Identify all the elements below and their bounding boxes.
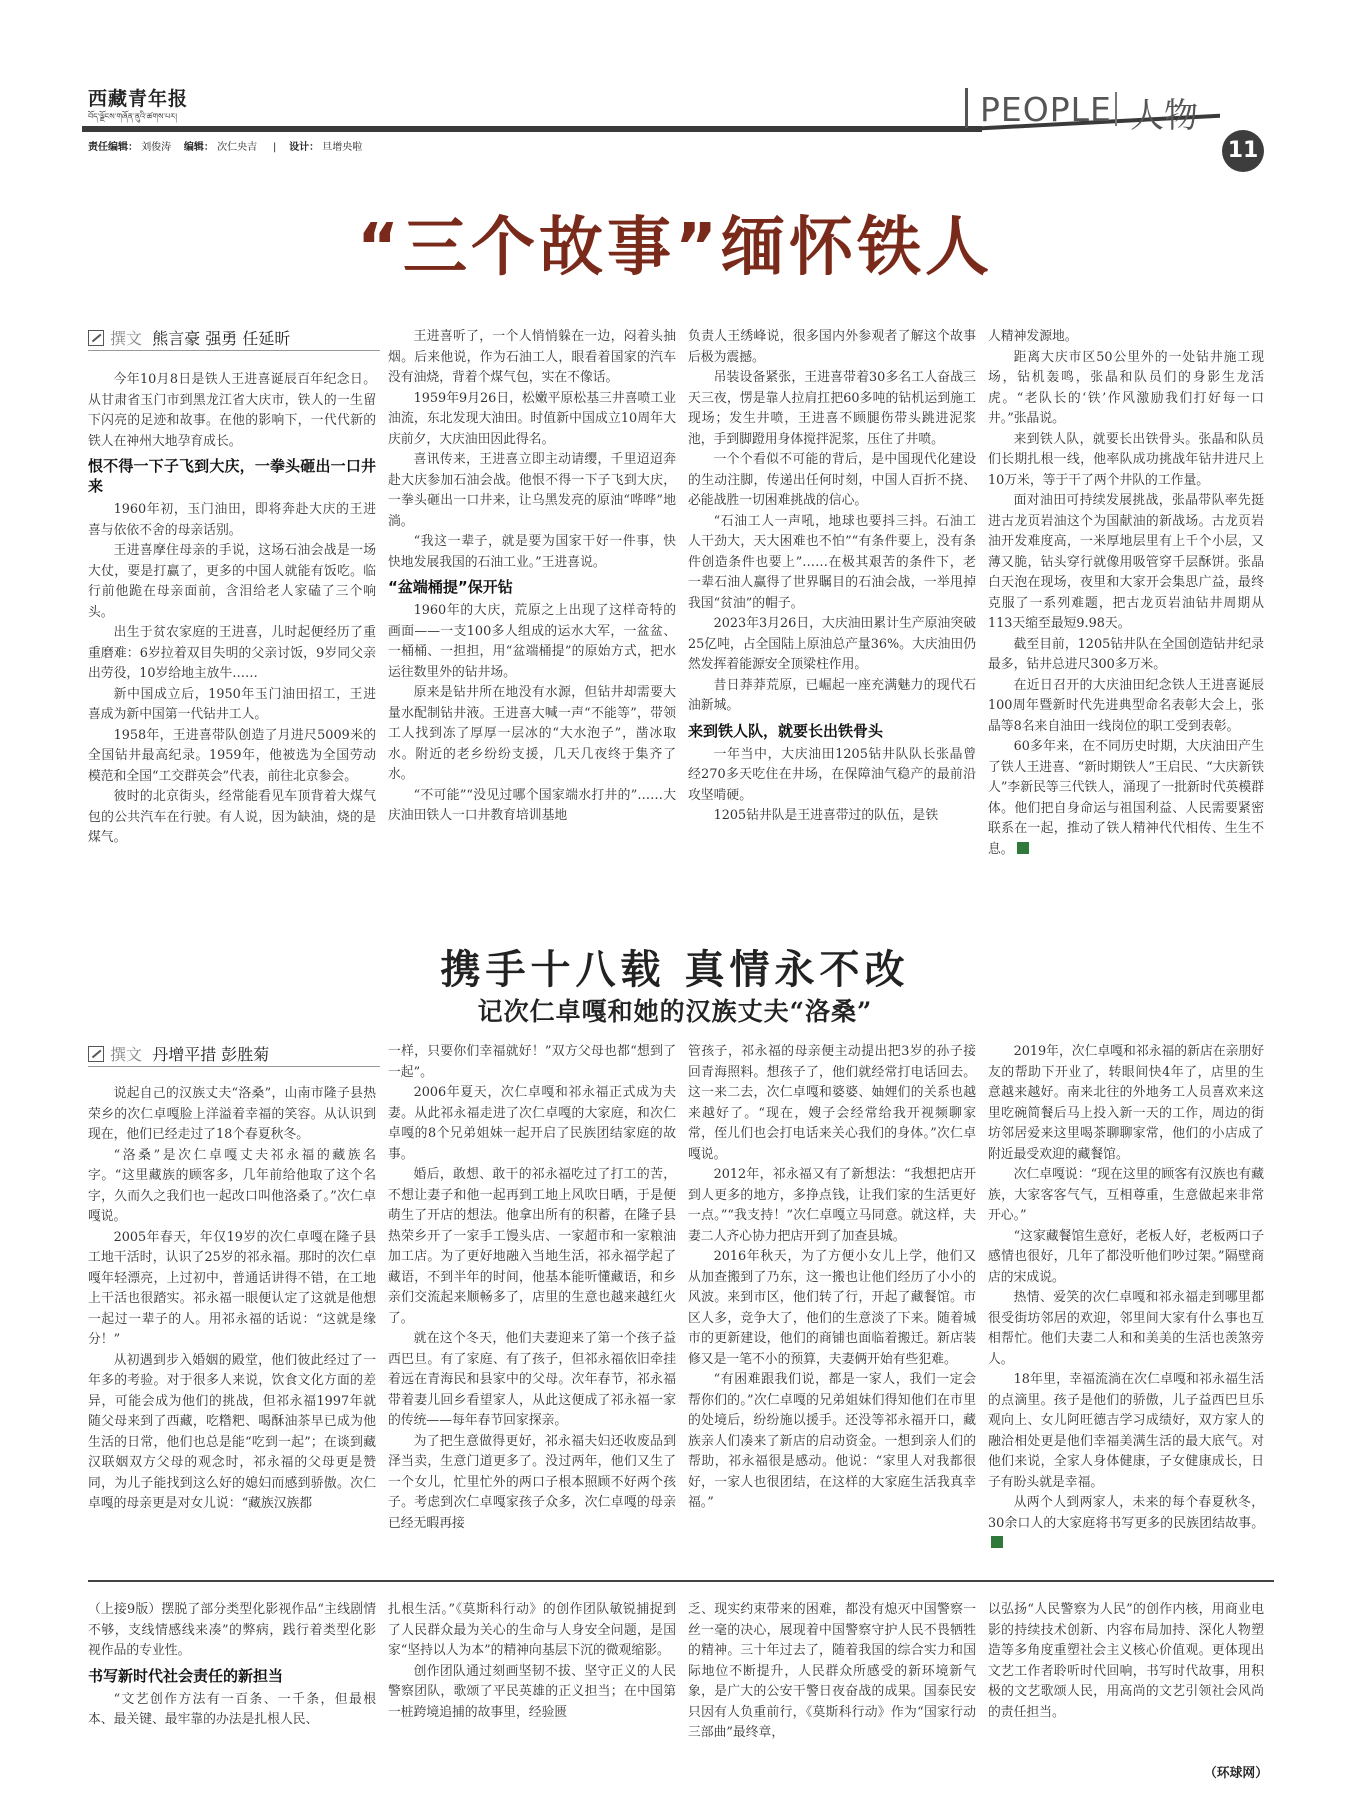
editor2-name: 次仁央吉	[217, 142, 258, 153]
paragraph-text: 1205钻井队是王进喜带过的队伍，是铁	[713, 808, 939, 823]
article3-column-2	[388, 1600, 676, 1723]
paragraph-text: 2012年，祁永福又有了新想法：“我想把店开到人更多的地方，多挣点钱，让我们家的生活更好一点。”“我支持！”次仁卓嘎立马同意。就这样，夫妻二人齐心协力把店开到了加查县城。	[688, 1167, 976, 1244]
paragraph	[388, 327, 676, 389]
article2-column-1	[88, 1084, 376, 1515]
paragraph	[988, 430, 1264, 492]
paragraph	[88, 685, 376, 726]
end-mark-icon	[991, 1536, 1003, 1548]
paragraph	[688, 512, 976, 615]
paragraph	[688, 614, 976, 676]
subheading-text: 来到铁人队，就要长出铁骨头	[688, 721, 884, 740]
paragraph-text: 说起自己的汉族丈夫“洛桑”，山南市隆子县热荣乡的次仁卓嘎脸上洋溢着幸福的笑容。从认识到现在，他们已经走过了18个春夏秋冬。	[88, 1086, 376, 1142]
paragraph	[988, 1042, 1264, 1165]
paragraph-text: 2016年秋天，为了方便小女儿上学，他们又从加查搬到了乃东，这一搬也让他们经历了小小的风波。来到市区，他们转了行，开起了藏餐馆。市区人多，竞争大了，他们的生意淡了下来。随着城市的更新建设，他们的商铺也面临着搬迁。新店装修又是一笔不小的预算，夫妻俩开始有些犯难。	[688, 1249, 976, 1367]
paragraph-text: 1958年，王进喜带队创造了月进尺5009米的全国钻井最高纪录。1959年，他被选为全国劳动模范和全国“工交群英会”代表，前往北京参会。	[88, 727, 376, 784]
paragraph-text: 乏、现实约束带来的困难，都没有熄灭中国警察一丝一毫的决心，展现着中国警察守护人民不畏牺牲的精神。三十年过去了，随着我国的综合实力和国际地位不断提升，人民群众所感受的新环境新气象，是广大的公安干警日夜奋战的成果。国泰民安只因有人负重前行，《莫斯科行动》作为“国家行动三部曲”最终章，	[688, 1602, 976, 1740]
paragraph-text: 面对油田可持续发展挑战，张晶带队率先挺进古龙页岩油这个为国献油的新战场。古龙页岩油开发难度高，一米厚地层里有上千个小层，又薄又脆，钻头穿行就像用吸管穿千层酥饼。张晶白天泡在现场，夜里和大家开会集思广益，最终克服了一系列难题，把古龙页岩油钻井周期从113天缩至最短9.98天。	[988, 493, 1264, 631]
article2-column-3	[688, 1042, 976, 1514]
paragraph-text: 热情、爱笑的次仁卓嘎和祁永福走到哪里都很受街坊邻居的欢迎，邻里间大家有什么事也互相帮忙。他们夫妻二人和和美美的生活也羡煞旁人。	[988, 1290, 1264, 1367]
paragraph-text: 2019年，次仁卓嘎和祁永福的新店在亲朋好友的帮助下开业了，转眼间快4年了，店里的生意越来越好。南来北往的外地务工人员喜欢来这里吃碗简餐后马上投入新一天的工作，周边的街坊邻居爱来这里喝茶聊聊家常，他们的小店成了附近最受欢迎的藏餐馆。	[988, 1044, 1264, 1162]
section-bar	[965, 88, 968, 128]
paragraph-text: 王进喜听了，一个人悄悄躲在一边，闷着头抽烟。后来他说，作为石油工人，眼看着国家的汽车没有油烧，背着个煤气包，实在不像话。	[388, 329, 676, 385]
article2-byline	[88, 1042, 380, 1065]
paragraph-text: （上接9版）摆脱了部分类型化影视作品“主线剧情不够，支线情感线来凑”的弊病，践行着类型化影视作品的专业性。	[88, 1602, 376, 1658]
paragraph	[88, 1146, 376, 1228]
article3-column-1	[88, 1600, 376, 1731]
paragraph-text: 一年当中，大庆油田1205钻井队队长张晶曾经270多天吃住在井场，在保障油气稳产的最前沿攻坚啃硬。	[688, 746, 976, 803]
article1-column-2	[388, 327, 676, 827]
article2-column-4	[988, 1042, 1264, 1555]
paragraph-text: “有困难跟我们说，都是一家人，我们一定会帮你们的。”次仁卓嘎的兄弟姐妹们得知他们在市里的处境后，纷纷施以援手。还没等祁永福开口，藏族亲人们凑来了新店的启动资金。一想到亲人们的帮助，祁永福很是感动。他说：“家里人对我都很好，一家人也很团结，在这样的大家庭生活我真幸福。”	[688, 1372, 976, 1510]
subheading-text: 书写新时代社会责任的新担当	[88, 1666, 284, 1685]
paragraph-text: 昔日莽莽荒原，已崛起一座充满魅力的现代石油新城。	[688, 677, 976, 713]
paragraph	[988, 1370, 1264, 1493]
paragraph	[388, 1600, 676, 1662]
paragraph-text: “洛桑”是次仁卓嘎丈夫祁永福的藏族名字。“这里藏族的顾客多，几年前给他取了这个名字，久而久之我们也一起改口叫他洛桑了。”次仁卓嘎说。	[88, 1147, 376, 1224]
paragraph-text: 从两个人到两家人，未来的每个春夏秋冬，30余口人的大家庭将书写更多的民族团结故事。	[988, 1495, 1264, 1531]
paragraph	[88, 500, 376, 541]
paragraph-text: 吊装设备紧张，王进喜带着30多名工人奋战三天三夜，愣是靠人拉肩扛把60多吨的钻机运到施工现场；发生井喷，王进喜不顾腿伤带头跳进泥浆池，手到脚蹬用身体搅拌泥浆，压住了井喷。	[688, 370, 976, 447]
paragraph-text: 一个个看似不可能的背后，是中国现代化建设的生动注脚，传递出任何时刻，中国人百折不挠、必能战胜一切困难挑战的信心。	[688, 452, 976, 508]
article3-source: （环球网）	[1204, 1766, 1268, 1781]
byline-rule	[88, 1066, 380, 1067]
paragraph	[988, 1600, 1264, 1723]
article2-authors: 丹增平措 彭胜菊	[152, 1045, 270, 1064]
paragraph-text: 次仁卓嘎说：“现在这里的顾客有汉族也有藏族，大家客客气气，互相尊重，生意做起来非常开心。”	[988, 1167, 1264, 1223]
byline-label: 撰文	[110, 329, 143, 348]
paragraph	[88, 541, 376, 623]
paragraph-text: 距离大庆市区50公里外的一处钻井施工现场，钻机轰鸣，张晶和队员们的身影生龙活虎。“老队长的‘铁’作风激励我们打好每一口井。”张晶说。	[988, 349, 1264, 426]
article2-headline: 携手十八载 真情永不改	[440, 947, 910, 993]
pen-icon	[88, 1046, 104, 1062]
paragraph	[988, 327, 1264, 348]
paragraph-text: 原来是钻井所在地没有水源，但钻井却需要大量水配制钻井液。王进喜大喊一声“不能等”，带领工人找到冻了厚厚一层冰的“大水泡子”，凿冰取水。附近的老乡纷纷支援，几天几夜终于集齐了水。	[388, 685, 676, 782]
article1-column-3	[688, 327, 976, 827]
section-title-cn: 人物	[1130, 96, 1198, 136]
paragraph-text: 1959年9月26日，松嫩平原松基三井喜喷工业油流，东北发现大油田。时值新中国成立10周年大庆前夕，大庆油田因此得名。	[388, 390, 676, 447]
article1-headline: “三个故事”缅怀铁人	[356, 211, 994, 285]
section-separator	[1115, 92, 1117, 126]
paragraph	[388, 1432, 676, 1535]
paragraph	[388, 1042, 676, 1083]
paragraph	[988, 635, 1264, 676]
paragraph-text: “这家藏餐馆生意好，老板人好，老板两口子感情也很好，几年了都没听他们吵过架。”隔壁商店的宋成说。	[988, 1228, 1264, 1285]
paragraph	[388, 1083, 676, 1165]
paragraph-text: 人精神发源地。	[988, 329, 1078, 344]
paragraph	[988, 1227, 1264, 1289]
paragraph	[388, 1165, 676, 1329]
paragraph-text: 1960年的大庆，荒原之上出现了这样奇特的画面——一支100多人组成的运水大军，一盆盆、一桶桶、一担担，用“盆端桶提”的原始方式，把水运往数里外的钻井场。	[388, 603, 676, 680]
paragraph-text: “石油工人一声吼，地球也要抖三抖。石油工人干劲大，天大困难也不怕”“有条件要上，没有条件创造条件也要上”……在极其艰苦的条件下，老一辈石油人赢得了世界瞩目的石油会战，一举甩掉我国“贫油”的帽子。	[688, 513, 976, 611]
paragraph	[988, 676, 1264, 738]
paragraph-text: 新中国成立后，1950年玉门油田招工，王进喜成为新中国第一代钻井工人。	[88, 686, 376, 722]
paragraph	[688, 676, 976, 717]
paragraph	[988, 348, 1264, 430]
byline-label: 撰文	[110, 1045, 143, 1064]
paragraph	[688, 1247, 976, 1370]
subheading	[88, 1666, 376, 1686]
paragraph	[688, 368, 976, 450]
paragraph	[88, 370, 376, 452]
paragraph-text: 截至目前，1205钻井队在全国创造钻井纪录最多，钻井总进尺300多万米。	[988, 636, 1264, 672]
paragraph	[988, 1493, 1264, 1555]
article2-subheadline: 记次仁卓嘎和她的汉族丈夫“洛桑”	[477, 997, 873, 1026]
paragraph	[688, 450, 976, 512]
subheading	[88, 456, 376, 496]
editor-name: 刘俊涛	[141, 142, 172, 153]
paragraph	[988, 1288, 1264, 1370]
paragraph	[88, 726, 376, 788]
paragraph	[88, 787, 376, 849]
byline-rule	[88, 350, 380, 351]
paragraph	[88, 1351, 376, 1515]
paragraph-text: 18年里，幸福流淌在次仁卓嘎和祁永福生活的点滴里。孩子是他们的骄傲，儿子益西巴旦乐观向上、女儿阿旺德吉学习成绩好，双方家人的融洽相处更是他们幸福美满生活的最大底气。对他们来说，全家人身体健康，子女健康成长，日子有盼头就是幸福。	[988, 1372, 1264, 1490]
paragraph-text: 管孩子，祁永福的母亲便主动提出把3岁的孙子接回青海照料。想孩子了，他们就经常打电话回去。这一来二去，次仁卓嘎和婆婆、妯娌们的关系也越来越好了。“现在，嫂子会经常给我开视频聊家常，侄儿们也会打电话来关心我们的身体。”次仁卓嘎说。	[688, 1044, 976, 1162]
newspaper-tibetan-name: བོད་ལྗོངས་གཞོན་ནུའི་ཚགས་པར།	[88, 112, 177, 121]
paragraph-text: 在近日召开的大庆油田纪念铁人王进喜诞辰100周年暨新时代先进典型命名表彰大会上，张晶等8名来自油田一线岗位的职工受到表彰。	[988, 677, 1264, 734]
article2-column-2	[388, 1042, 676, 1534]
paragraph-text: 出生于贫农家庭的王进喜，儿时起便经历了重重磨难：6岁拉着双目失明的父亲讨饭，9岁同父亲出劳役，10岁给地主放牛……	[88, 625, 376, 681]
paragraph	[88, 623, 376, 685]
paragraph	[688, 806, 976, 827]
credit-separator: |	[273, 142, 277, 153]
paragraph	[988, 491, 1264, 635]
paragraph-text: “我这一辈子，就是要为国家干好一件事，快快地发展我国的石油工业。”王进喜说。	[388, 534, 676, 570]
paragraph-text: 就在这个冬天，他们夫妻迎来了第一个孩子益西巴旦。有了家庭、有了孩子，但祁永福依旧牵挂着远在青海民和县家中的父母。次年春节，祁永福带着妻儿回乡看望家人，从此这便成了祁永福一家的传统——每年春节回家探亲。	[388, 1331, 676, 1428]
paragraph	[388, 450, 676, 532]
paragraph	[688, 1042, 976, 1165]
paragraph-text: 扎根生活。”《莫斯科行动》的创作团队敏锐捕捉到了人民群众最为关心的生命与人身安全问题，是国家“坚持以人为本”的精神向基层下沉的微观缩影。	[388, 1602, 676, 1658]
editor2-label: 编辑：	[183, 142, 214, 153]
paragraph-text: 以弘扬“人民警察为人民”的创作内核，用商业电影的持续技术创新、内容布局加持、深化人物塑造等多角度重塑社会主义核心价值观。更体现出文艺工作者聆听时代回响，书写时代故事，用积极的文艺歌颂人民，用高尚的文艺引领社会风尚的责任担当。	[988, 1602, 1264, 1720]
paragraph-text: 为了把生意做得更好，祁永福夫妇还收废品到泽当卖，生意门道更多了。没过两年，他们又生了一个女儿，忙里忙外的两口子根本照顾不好两个孩子。考虑到次仁卓嘎家孩子众多，次仁卓嘎的母亲已经无暇再接	[388, 1433, 676, 1531]
paragraph	[988, 737, 1264, 860]
editor-label: 责任编辑：	[88, 142, 138, 153]
paragraph-text: 负责人王绣峰说，很多国内外参观者了解这个故事后极为震撼。	[688, 329, 976, 365]
section-title-en: PEOPLE	[980, 90, 1112, 129]
paragraph	[688, 1165, 976, 1247]
article1-column-4	[988, 327, 1264, 860]
paragraph-text: 一样，只要你们幸福就好！”双方父母也都“想到了一起”。	[388, 1044, 676, 1080]
paragraph-text: 王进喜摩住母亲的手说，这场石油会战是一场大仗，要是打赢了，更多的中国人就能有饭吃。临行前他跪在母亲面前，含泪给老人家磕了三个响头。	[88, 543, 376, 620]
article3-column-3	[688, 1600, 976, 1744]
paragraph	[688, 1370, 976, 1514]
paragraph	[988, 1165, 1264, 1227]
paragraph	[388, 532, 676, 573]
paragraph	[388, 389, 676, 451]
paragraph-text: 2006年夏天，次仁卓嘎和祁永福正式成为夫妻。从此祁永福走进了次仁卓嘎的大家庭，和次仁卓嘎的8个兄弟姐妹一起开启了民族团结家庭的故事。	[388, 1085, 676, 1162]
paragraph	[388, 786, 676, 827]
paragraph	[688, 745, 976, 807]
subheading	[388, 577, 676, 597]
end-mark-icon	[1017, 842, 1029, 854]
paragraph-text: 喜讯传来，王进喜立即主动请缨，千里迢迢奔赴大庆参加石油会战。他恨不得一下子飞到大庆，一拳头砸出一口井来，让乌黑发亮的原油“哗哗”地淌。	[388, 452, 676, 529]
section-divider	[88, 1580, 1274, 1582]
paragraph-text: 1960年初，玉门油田，即将奔赴大庆的王进喜与依依不舍的母亲话别。	[88, 502, 376, 538]
article3-column-4	[988, 1600, 1264, 1723]
article1-byline	[88, 326, 380, 349]
paragraph-text: “文艺创作方法有一百条、一千条，但最根本、最关键、最牢靠的办法是扎根人民、	[88, 1691, 376, 1727]
paragraph	[688, 327, 976, 368]
paragraph-text: “不可能”“没见过哪个国家端水打井的”……大庆油田铁人一口井教育培训基地	[388, 787, 676, 823]
paragraph-text: 60多年来，在不同历史时期，大庆油田产生了铁人王进喜、“新时期铁人”王启民、“大庆新铁人”李新民等三代铁人，涌现了一批新时代英模群体。他们把自身命运与祖国利益、人民需要紧密联系在一起，推动了铁人精神代代相传、生生不息。	[988, 739, 1264, 857]
paragraph	[388, 601, 676, 683]
newspaper-name: 西藏青年报	[88, 88, 189, 110]
subheading	[688, 721, 976, 741]
paragraph-text: 婚后，敢想、敢干的祁永福吃过了打工的苦，不想让妻子和他一起再到工地上风吹日晒，于是便萌生了开店的想法。他拿出所有的积蓄，在隆子县热荣乡开了一家手工馒头店、一家超市和一家粮油加工店。为了更好地融入当地生活，祁永福学起了藏语，不到半年的时间，他基本能听懂藏语，和乡亲们交流起来顺畅多了，店里的生意也越来越红火了。	[388, 1167, 676, 1326]
header-rule	[82, 126, 982, 132]
paragraph-text: 来到铁人队，就要长出铁骨头。张晶和队员们长期扎根一线，他率队成功挑战年钻井进尺上10万米，等于干了两个井队的工作量。	[988, 431, 1264, 488]
paragraph-text: 从初遇到步入婚姻的殿堂，他们彼此经过了一年多的考验。对于很多人来说，饮食文化方面的差异，可能会成为他们的挑战，但祁永福1997年就随父母来到了西藏，吃糌粑、喝酥油茶早已成为他生活的日常，他们也总是能“吃到一起”；在谈到藏汉联姻双方父母的观念时，祁永福的父母更是赞同，为儿子能找到这么好的媳妇而感到骄傲。次仁卓嘎的母亲更是对女儿说：“藏族汉族都	[88, 1352, 376, 1511]
designer-name: 旦增央啦	[322, 142, 363, 153]
paragraph-text: 创作团队通过刻画坚韧不拔、坚守正义的人民警察团队，歌颂了平民英雄的正义担当；在中国第一桩跨境追捕的故事里，经验匮	[388, 1663, 676, 1720]
paragraph	[88, 1600, 376, 1662]
paragraph	[688, 1600, 976, 1744]
paragraph	[388, 1329, 676, 1432]
paragraph	[388, 683, 676, 786]
pen-icon	[88, 330, 104, 346]
paragraph-text: 今年10月8日是铁人王进喜诞辰百年纪念日。从甘肃省玉门市到黑龙江省大庆市，铁人的一生留下闪亮的足迹和故事。在他的影响下，一代代新的铁人在神州大地孕育成长。	[88, 372, 376, 449]
article1-column-1	[88, 370, 376, 849]
editor-credits	[88, 138, 362, 153]
paragraph	[88, 1084, 376, 1146]
designer-label: 设计：	[289, 142, 320, 153]
article1-authors: 熊言豪 强勇 任延昕	[152, 329, 291, 348]
paragraph-text: 彼时的北京街头，经常能看见车顶背着大煤气包的公共汽车在行驶。有人说，因为缺油，烧的是煤气。	[88, 789, 376, 845]
paragraph-text: 2023年3月26日，大庆油田累计生产原油突破25亿吨，占全国陆上原油总产量36%。大庆油田仍然发挥着能源安全顶梁柱作用。	[688, 616, 976, 672]
paragraph	[88, 1228, 376, 1351]
subheading-text: “盆端桶提”保开钻	[388, 578, 513, 596]
paragraph	[388, 1662, 676, 1724]
paragraph	[88, 1690, 376, 1731]
paragraph-text: 2005年春天，年仅19岁的次仁卓嘎在隆子县工地干活时，认识了25岁的祁永福。那时的次仁卓嘎年轻漂亮，上过初中，普通话讲得不错，在工地上干活也很踏实。祁永福一眼便认定了这就是他想一起过一辈子的人。用祁永福的话说：“这就是缘分！”	[88, 1229, 376, 1347]
subheading-text: 恨不得一下子飞到大庆，一拳头砸出一口井来	[88, 457, 376, 495]
page-number-badge: 11	[1222, 130, 1264, 172]
